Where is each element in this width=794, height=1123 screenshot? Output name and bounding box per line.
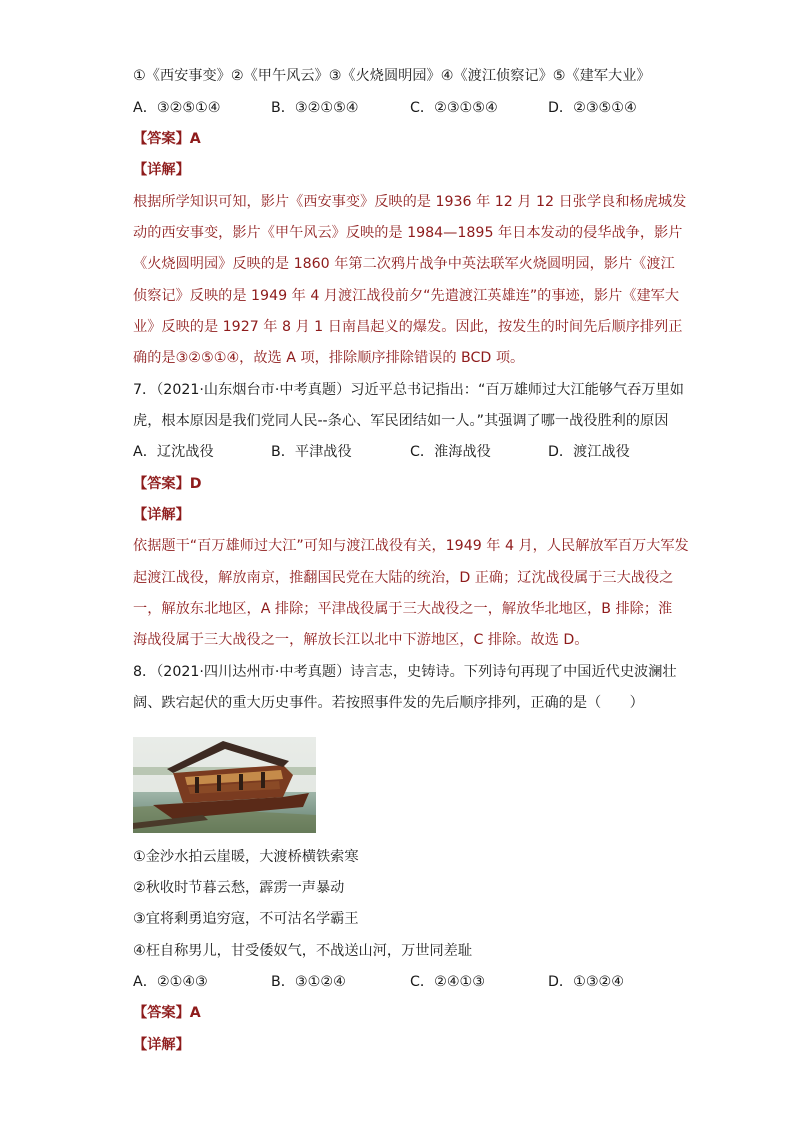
q7-option-c: C．淮海战役 — [410, 444, 491, 460]
q8-detail-heading: 【详解】 — [133, 1037, 190, 1053]
q7-option-b: B．平津战役 — [271, 444, 352, 460]
q6-detail-heading: 【详解】 — [133, 162, 190, 178]
q8-stem-line: 8．（2021·四川达州市·中考真题）诗言志，史铸诗。下列诗句再现了中国近代史波澜壮 — [133, 664, 677, 680]
q7-detail-line: 依据题干“百万雄师过大江”可知与渡江战役有关，1949 年 4 月，人民解放军百万大军发 — [133, 538, 689, 554]
q7-answer: 【答案】D — [133, 476, 202, 492]
q8-poem: ④枉自称男儿，甘受倭奴气，不战送山河，万世同差耻 — [133, 943, 473, 959]
q8-answer: 【答案】A — [133, 1005, 201, 1021]
q6-option-b: B．③②①⑤④ — [271, 100, 359, 116]
q6-detail-line: 确的是③②⑤①④，故选 A 项，排除顺序排除错误的 BCD 项。 — [133, 350, 525, 366]
q6-film-list: ①《西安事变》②《甲午风云》③《火烧圆明园》④《渡江侦察记》⑤《建军大业》 — [133, 68, 651, 84]
q8-poem: ①金沙水拍云崖暖，大渡桥横铁索寒 — [133, 849, 359, 865]
q6-detail-line: 根据所学知识可知，影片《西安事变》反映的是 1936 年 12 月 12 日张学良和杨虎城发 — [133, 194, 687, 210]
q6-detail-line: 动的西安事变，影片《甲午风云》反映的是 1984—1895 年日本发动的侵华战争，影片 — [133, 225, 683, 241]
q7-detail-heading: 【详解】 — [133, 507, 190, 523]
q7-option-d: D．渡江战役 — [548, 444, 630, 460]
q6-detail-line: 业》反映的是 1927 年 8 月 1 日南昌起义的爆发。因此，按发生的时间先后顺序排列正 — [133, 319, 683, 335]
q8-poem: ②秋收时节暮云愁，霹雳一声暴动 — [133, 880, 345, 896]
q7-option-a: A．辽沈战役 — [133, 444, 214, 460]
q6-detail-line: 《火烧圆明园》反映的是 1860 年第二次鸦片战争中英法联军火烧圆明园，影片《渡江 — [133, 256, 675, 272]
q8-option-d: D．①③②④ — [548, 974, 624, 990]
red-boat-photo — [133, 737, 316, 833]
q8-stem-line: 阔、跌宕起伏的重大历史事件。若按照事件发的先后顺序排列，正确的是（ ） — [133, 695, 644, 711]
q7-detail-line: 一，解放东北地区，A 排除；平津战役属于三大战役之一，解放华北地区，B 排除；淮 — [133, 601, 673, 617]
q6-option-a: A．③②⑤①④ — [133, 100, 221, 116]
q6-answer: 【答案】A — [133, 131, 201, 147]
q8-option-c: C．②④①③ — [410, 974, 485, 990]
q7-detail-line: 海战役属于三大战役之一，解放长江以北中下游地区，C 排除。故选 D。 — [133, 632, 589, 648]
q7-detail-line: 起渡江战役，解放南京，推翻国民党在大陆的统治，D 正确；辽沈战役属于三大战役之 — [133, 570, 674, 586]
q7-stem-line: 7．（2021·山东烟台市·中考真题）习近平总书记指出：“百万雄师过大江能够气吞万里如 — [133, 382, 684, 398]
q6-detail-line: 侦察记》反映的是 1949 年 4 月渡江战役前夕“先遣渡江英雄连”的事迹，影片《建军大 — [133, 288, 680, 304]
q8-poem: ③宜将剩勇追穷寇，不可沽名学霸王 — [133, 911, 359, 927]
q8-option-b: B．③①②④ — [271, 974, 346, 990]
q8-option-a: A．②①④③ — [133, 974, 208, 990]
q6-option-d: D．②③⑤①④ — [548, 100, 637, 116]
q6-option-c: C．②③①⑤④ — [410, 100, 498, 116]
q7-stem-line: 虎，根本原因是我们党同人民--条心、军民团结如一人。”其强调了哪一战役胜利的原因 — [133, 413, 669, 429]
